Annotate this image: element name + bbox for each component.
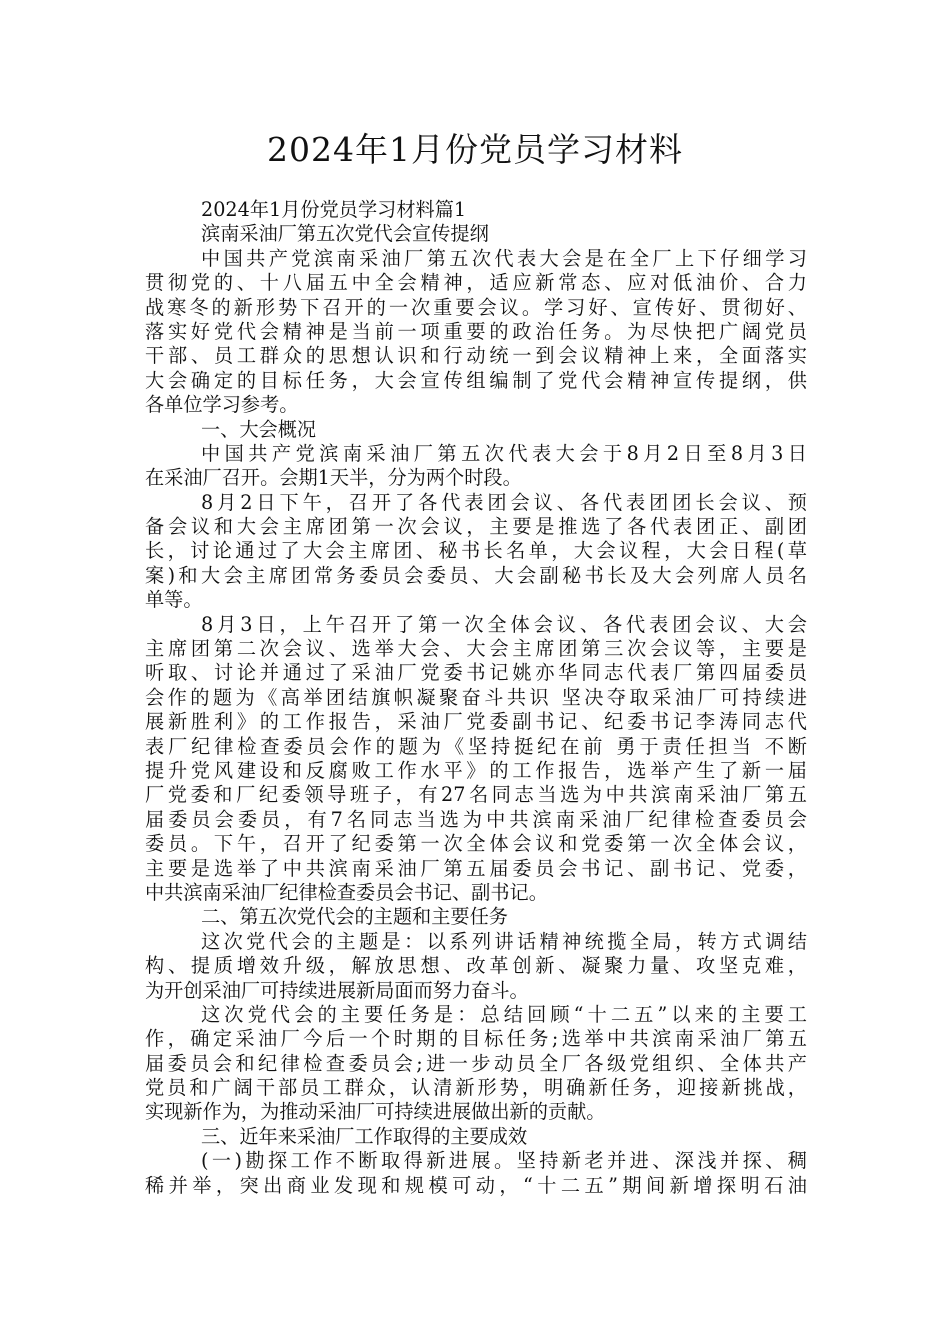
text-line: 单等。 xyxy=(145,588,203,612)
text-line: 届委员会和纪律检查委员会;进一步动员全厂各级党组织、全体共产 xyxy=(145,1051,807,1075)
text-line: 滨南采油厂第五次党代会宣传提纲 xyxy=(201,222,489,246)
text-line: 干部、员工群众的思想认识和行动统一到会议精神上来，全面落实 xyxy=(145,344,807,368)
text-line: (一)勘探工作不断取得新进展。坚持新老并进、深浅并探、稠 xyxy=(201,1149,807,1173)
text-line: 战寒冬的新形势下召开的一次重要会议。学习好、宣传好、贯彻好、 xyxy=(145,295,807,319)
text-line: 厂党委和厂纪委领导班子，有27名同志当选为中共滨南采油厂第五 xyxy=(145,783,807,807)
text-line: 各单位学习参考。 xyxy=(145,393,299,417)
text-line: 落实好党代会精神是当前一项重要的政治任务。为尽快把广阔党员 xyxy=(145,319,807,343)
text-line: 一、大会概况 xyxy=(201,417,317,441)
text-line: 二、第五次党代会的主题和主要任务 xyxy=(201,905,508,929)
text-line: 为开创采油厂可持续进展新局面而努力奋斗。 xyxy=(145,978,529,1002)
text-line: 8月2日下午，召开了各代表团会议、各代表团团长会议、预 xyxy=(201,490,807,514)
text-line: 备会议和大会主席团第一次会议，主要是推选了各代表团正、副团 xyxy=(145,515,807,539)
text-line: 构、提质增效升级，解放思想、改革创新、凝聚力量、攻坚克难， xyxy=(145,954,807,978)
text-line: 展新胜利》的工作报告，采油厂党委副书记、纪委书记李涛同志代 xyxy=(145,710,807,734)
text-line: 8月3日，上午召开了第一次全体会议、各代表团会议、大会 xyxy=(201,612,807,636)
text-line: 这次党代会的主题是：以系列讲话精神统揽全局，转方式调结 xyxy=(201,929,807,953)
text-line: 贯彻党的、十八届五中全会精神，适应新常态、应对低油价、合力 xyxy=(145,271,807,295)
text-line: 中国共产党滨南采油厂第五次代表大会是在全厂上下仔细学习 xyxy=(201,246,807,270)
text-line: 提升党风建设和反腐败工作水平》的工作报告，选举产生了新一届 xyxy=(145,758,807,782)
text-line: 2024年1月份党员学习材料篇1 xyxy=(201,198,467,221)
document-title: 2024年1月份党员学习材料 xyxy=(267,130,683,169)
text-line: 大会确定的目标任务，大会宣传组编制了党代会精神宣传提纲，供 xyxy=(145,368,807,392)
text-line: 委员。下午，召开了纪委第一次全体会议和党委第一次全体会议， xyxy=(145,832,807,856)
text-line: 实现新作为，为推动采油厂可持续进展做出新的贡献。 xyxy=(145,1100,606,1124)
text-line: 届委员会委员，有7名同志当选为中共滨南采油厂纪律检查委员会 xyxy=(145,807,807,831)
text-line: 作，确定采油厂今后一个时期的目标任务;选举中共滨南采油厂第五 xyxy=(145,1027,807,1051)
text-line: 案)和大会主席团常务委员会委员、大会副秘书长及大会列席人员名 xyxy=(145,563,807,587)
text-line: 党员和广阔干部员工群众，认清新形势，明确新任务，迎接新挑战， xyxy=(145,1076,807,1100)
text-line: 稀并举，突出商业发现和规模可动，“十二五”期间新增探明石油 xyxy=(145,1173,807,1197)
text-line: 在采油厂召开。会期1天半，分为两个时段。 xyxy=(145,466,522,490)
text-line: 表厂纪律检查委员会作的题为《坚持挺纪在前 勇于责任担当 不断 xyxy=(145,734,807,758)
text-line: 会作的题为《高举团结旗帜凝聚奋斗共识 坚决夺取采油厂可持续进 xyxy=(145,685,807,709)
text-line: 主席团第二次会议、选举大会、大会主席团第三次会议等，主要是 xyxy=(145,637,807,661)
text-line: 主要是选举了中共滨南采油厂第五届委员会书记、副书记、党委， xyxy=(145,856,807,880)
text-line: 长，讨论通过了大会主席团、秘书长名单，大会议程，大会日程(草 xyxy=(145,539,807,563)
text-line: 中共滨南采油厂纪律检查委员会书记、副书记。 xyxy=(145,880,548,904)
text-line: 这次党代会的主要任务是：总结回顾“十二五”以来的主要工 xyxy=(201,1002,807,1026)
text-line: 三、近年来采油厂工作取得的主要成效 xyxy=(201,1124,528,1148)
document-body xyxy=(145,198,807,1198)
text-line: 听取、讨论并通过了采油厂党委书记姚亦华同志代表厂第四届委员 xyxy=(145,661,807,685)
text-line: 中国共产党滨南采油厂第五次代表大会于8月2日至8月3日 xyxy=(201,441,807,465)
